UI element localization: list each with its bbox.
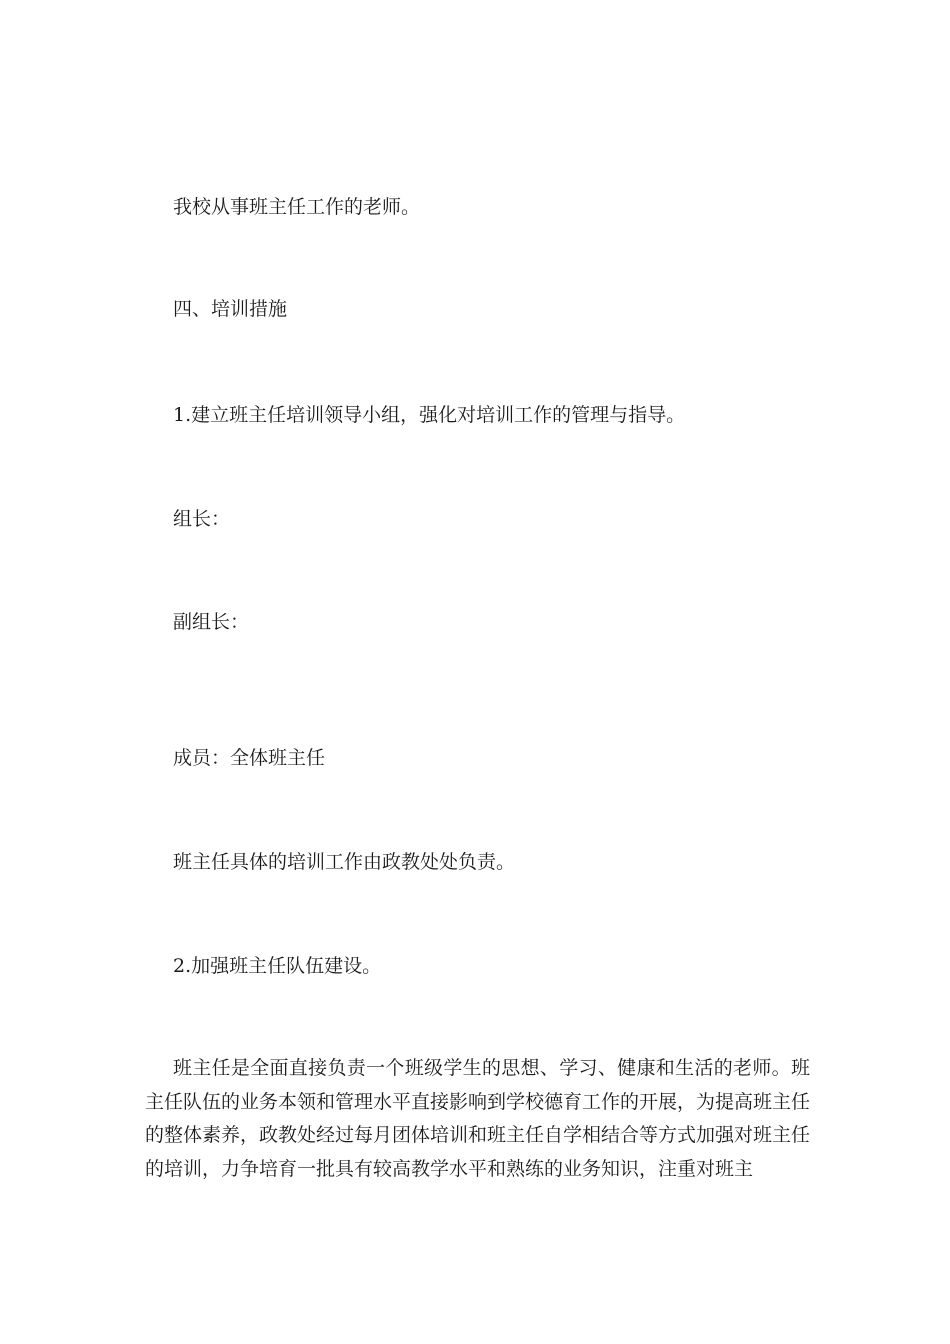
section-heading-training-measures: 四、培训措施 (173, 298, 288, 320)
body-paragraph: 班主任是全面直接负责一个班级学生的思想、学习、健康和生活的老师。班主任队伍的业务本领和管理水平直接影响到学校德育工作的开展，为提高班主任的整体素养，政教处经过每月团体培训和班主任自学相结合等方式加强对班主任的培训，力争培育一批具有较高教学水平和熟练的业务知识，注重对班主 (145, 1057, 811, 1180)
deputy-leader-label: 副组长： (173, 611, 250, 633)
item-1-leadership-group: 1.建立班主任培训领导小组，强化对培训工作的管理与指导。 (173, 404, 686, 426)
responsibility-line: 班主任具体的培训工作由政教处处负责。 (173, 851, 516, 873)
text-line-teachers: 我校从事班主任工作的老师。 (173, 196, 421, 218)
members-line: 成员：全体班主任 (173, 747, 326, 769)
group-leader-label: 组长： (173, 508, 231, 530)
item-2-team-building: 2.加强班主任队伍建设。 (173, 955, 382, 977)
